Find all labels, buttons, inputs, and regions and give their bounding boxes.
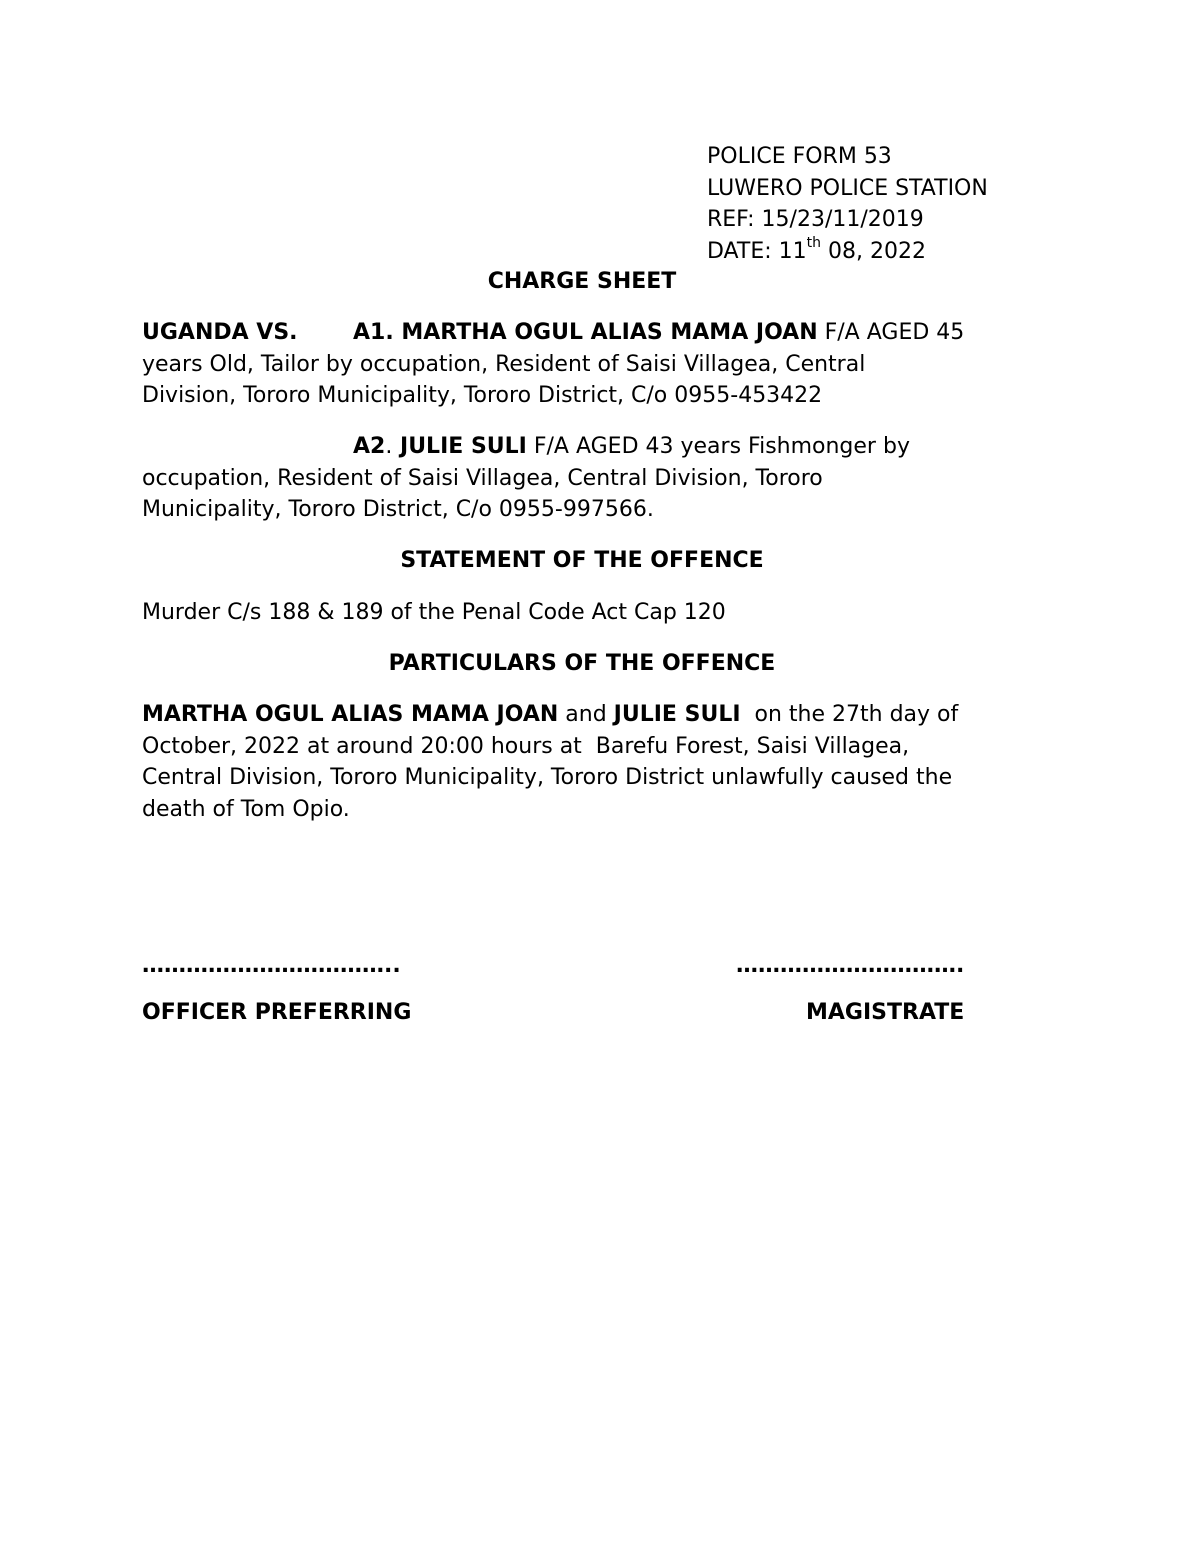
a2-name: JULIE SULI <box>392 434 527 459</box>
date-suffix: 08, 2022 <box>821 238 926 264</box>
date-ordinal: th <box>806 235 822 252</box>
magistrate-signature-line: …………………………. <box>736 953 965 978</box>
a1-details-line2: years Old, Tailor by occupation, Resident of Saisi Villagea, Central <box>142 351 866 377</box>
offence-statement: Murder C/s 188 & 189 of the Penal Code Act Cap 120 <box>142 600 726 625</box>
particulars-line2: October, 2022 at around 20:00 hours at Barefu Forest, Saisi Villagea, <box>142 733 910 759</box>
accused-a1 <box>142 317 1047 412</box>
particulars-line1-rest: on the 27th day of <box>740 702 959 727</box>
statement-text <box>142 597 1047 629</box>
document-title: CHARGE SHEET <box>487 269 677 294</box>
a2-details-line3: Municipality, Tororo District, C/o 0955-997566. <box>142 497 654 522</box>
police-station: LUWERO POLICE STATION <box>707 175 988 201</box>
a2-label: A2 <box>353 434 386 459</box>
a1-details-start: F/A AGED 45 <box>817 320 965 345</box>
a1-details-line3: Division, Tororo Municipality, Tororo District, C/o 0955-453422 <box>142 383 823 408</box>
officer-preferring-label: OFFICER PREFERRING <box>142 1000 412 1025</box>
particulars-line4: death of Tom Opio. <box>142 796 350 822</box>
particulars-line3: Central Division, Tororo Municipality, Tororo District unlawfully caused the <box>142 765 953 790</box>
particulars-heading: PARTICULARS OF THE OFFENCE <box>388 651 776 676</box>
date-prefix: DATE: 11 <box>707 238 807 264</box>
a2-dot: . <box>385 434 393 459</box>
officer-signature-line: …………………………….. <box>142 953 401 978</box>
particulars-accused1: MARTHA OGUL ALIAS MAMA JOAN <box>142 702 559 727</box>
a2-details-line2: occupation, Resident of Saisi Villagea, Central Division, Tororo <box>142 465 823 491</box>
document-date <box>707 236 988 268</box>
a2-details-start: F/A AGED 43 years Fishmonger by <box>526 434 910 459</box>
magistrate-label: MAGISTRATE <box>806 1000 965 1025</box>
particulars-text <box>142 699 1047 825</box>
particulars-and: and <box>558 702 614 727</box>
a1-name: A1. MARTHA OGUL ALIAS MAMA JOAN <box>353 320 818 345</box>
reference-number: REF: 15/23/11/2019 <box>707 207 924 232</box>
form-header <box>707 141 988 267</box>
case-parties: UGANDA VS. <box>142 320 298 345</box>
accused-a2 <box>142 431 1047 526</box>
particulars-accused2: JULIE SULI <box>613 702 741 727</box>
police-form-number: POLICE FORM 53 <box>707 144 892 169</box>
statement-heading: STATEMENT OF THE OFFENCE <box>400 548 764 573</box>
